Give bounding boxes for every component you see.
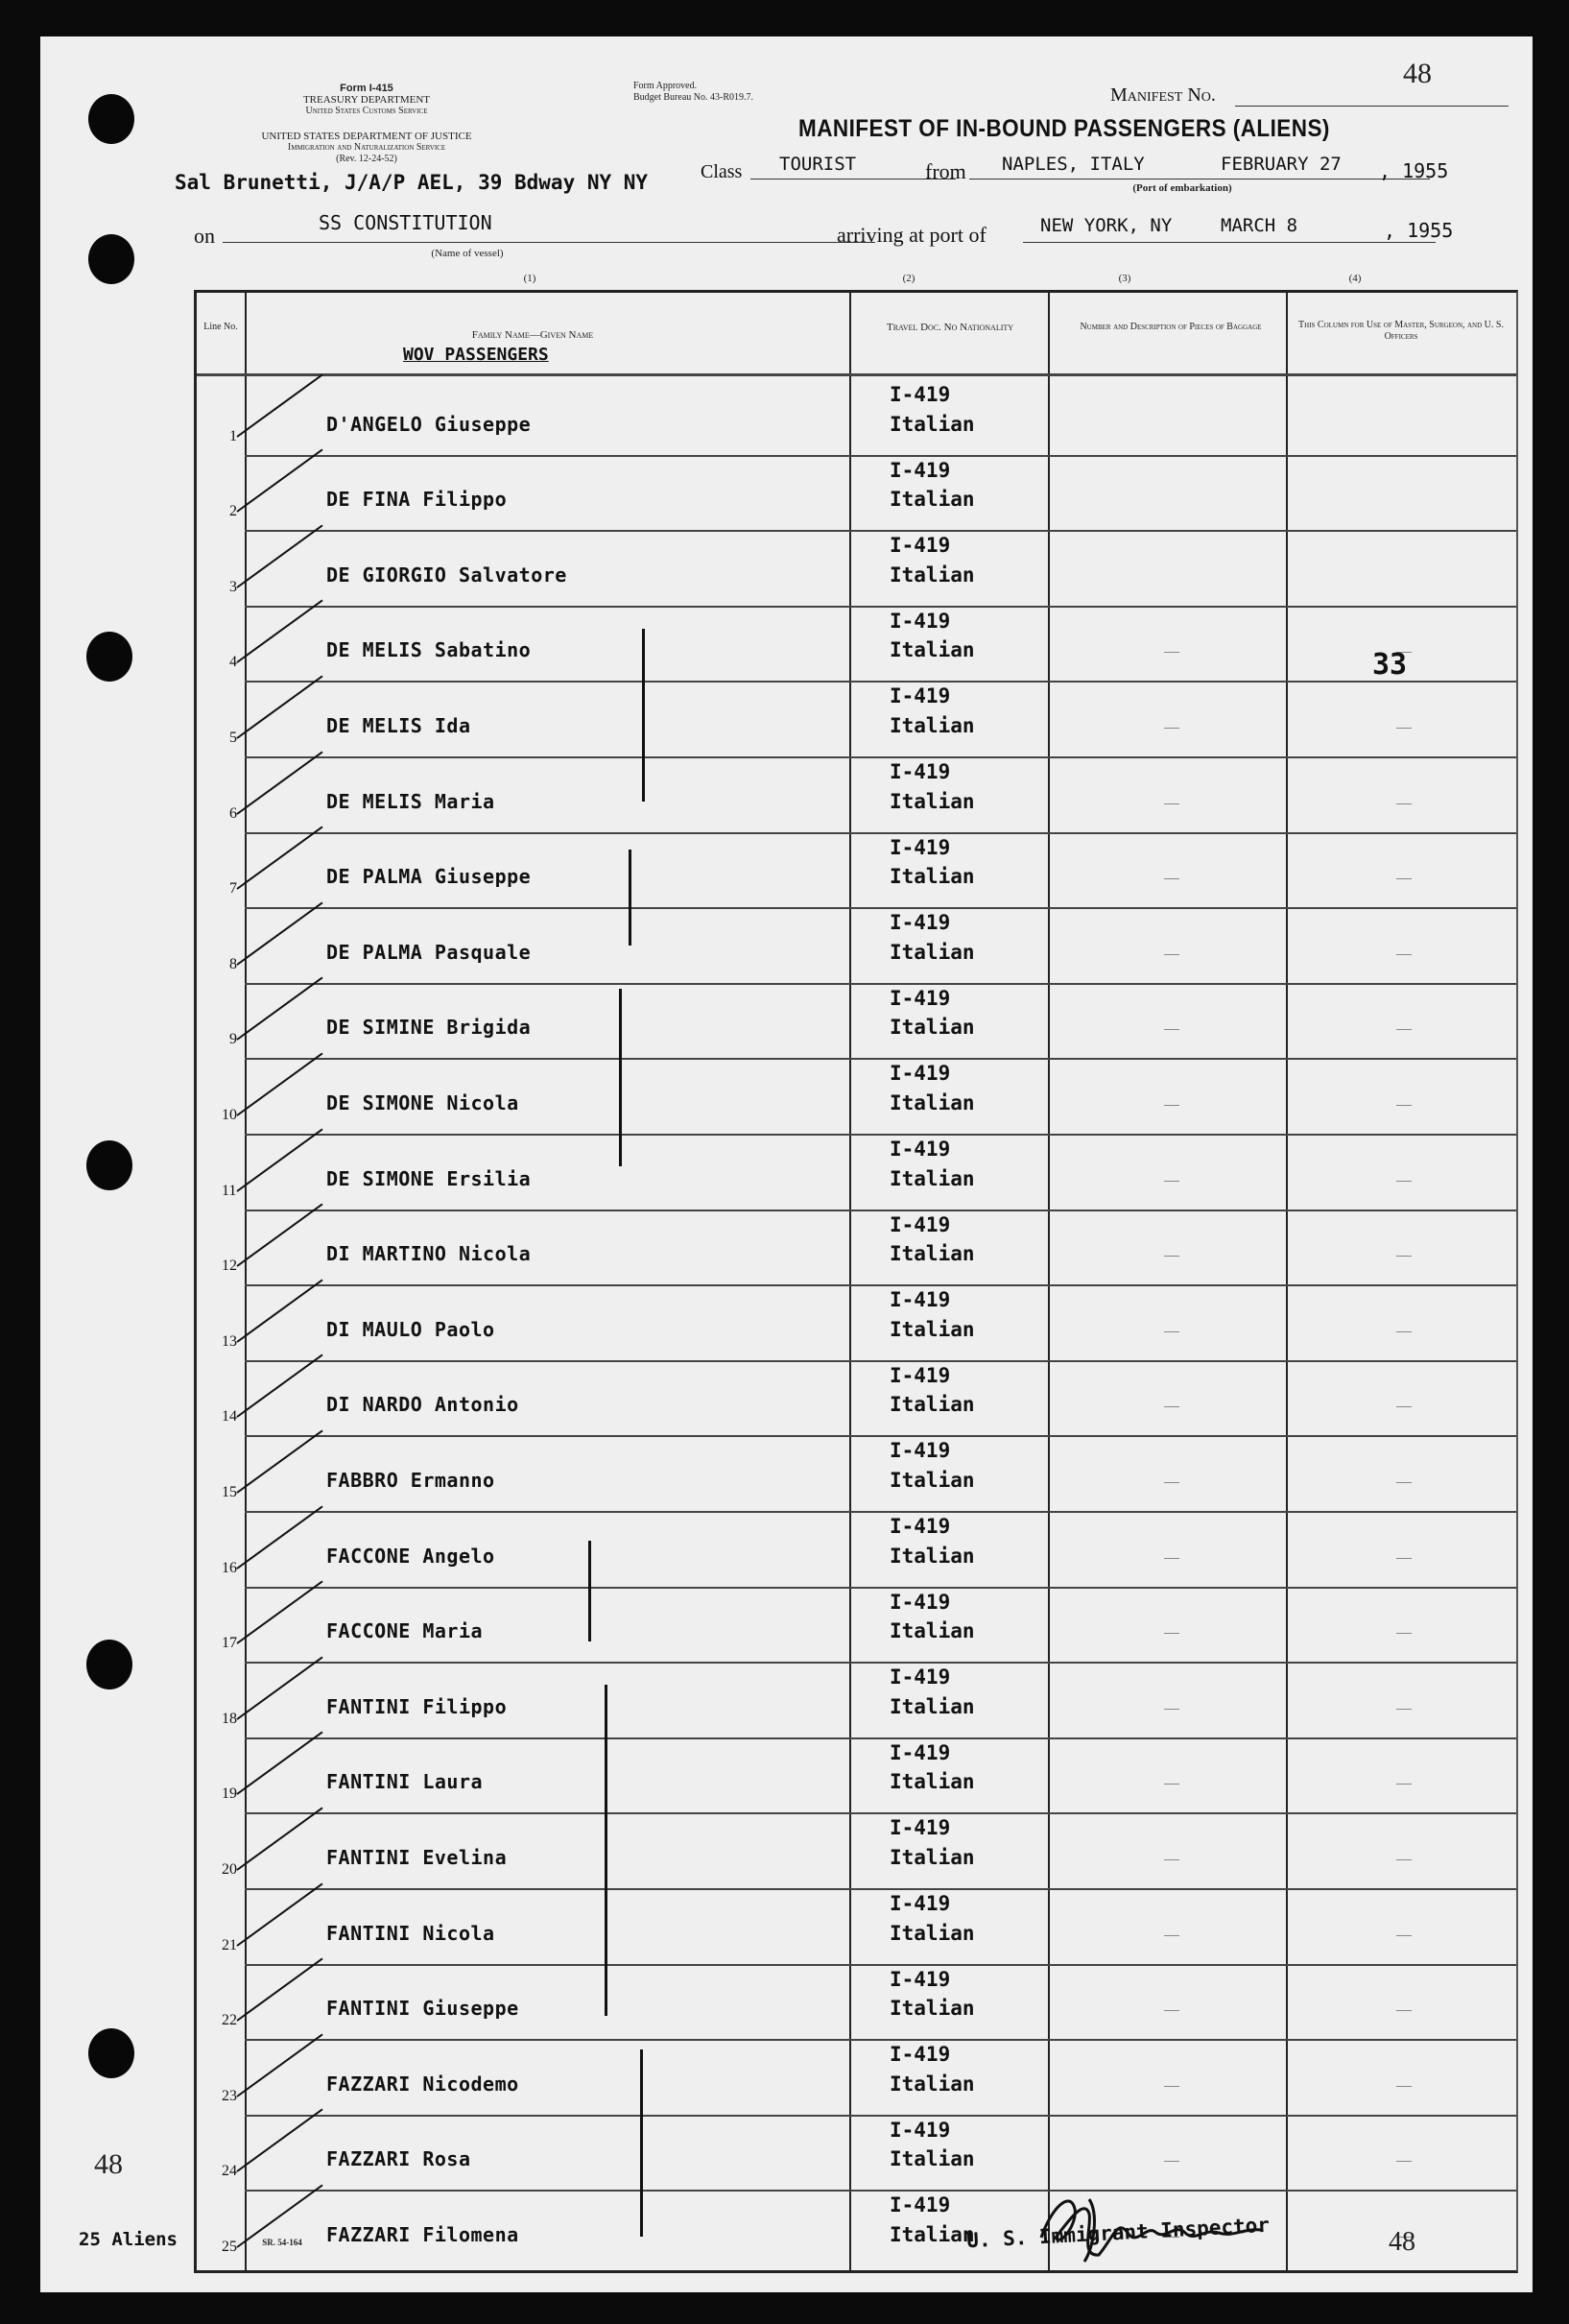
line-number: 25 <box>222 2238 237 2255</box>
arrival-date: MARCH 8 <box>1221 215 1298 236</box>
nationality: Italian <box>890 2147 975 2171</box>
officer-dash <box>1396 1784 1412 1785</box>
travel-doc-no: I-419 <box>890 458 951 482</box>
travel-doc-no: I-419 <box>890 1288 951 1312</box>
nationality: Italian <box>890 940 975 964</box>
check-mark <box>236 1882 322 1946</box>
travel-doc-no: I-419 <box>890 684 951 708</box>
passenger-name: DE MELIS Sabatino <box>326 638 532 662</box>
travel-doc-no: I-419 <box>890 911 951 935</box>
family-name-header: Family Name—Given Name <box>471 329 594 341</box>
line-number: 4 <box>229 654 237 671</box>
section-label: WOV PASSENGERS <box>403 345 549 365</box>
col-num-1: (1) <box>523 273 536 284</box>
line-number: 6 <box>229 804 237 822</box>
check-mark <box>236 1053 322 1116</box>
line-number: 15 <box>222 1483 237 1500</box>
aliens-count: 25 Aliens <box>79 2229 178 2250</box>
nationality: Italian <box>890 1921 975 1945</box>
travel-doc-no: I-419 <box>890 1967 951 1991</box>
officer-dash <box>1396 803 1412 804</box>
officer-dash <box>1396 1935 1412 1936</box>
line-number: 16 <box>222 1559 237 1576</box>
line-number: 18 <box>222 1710 237 1727</box>
passenger-name: DI MARTINO Nicola <box>326 1242 532 1266</box>
travel-doc-no: I-419 <box>890 835 951 859</box>
table-row <box>197 1134 1516 1210</box>
baggage-dash <box>1164 2010 1179 2011</box>
travel-doc-no: I-419 <box>890 986 951 1010</box>
table-row <box>197 1435 1516 1511</box>
doj-header <box>199 131 535 165</box>
officer-dash <box>1396 1709 1412 1710</box>
ins-label: Immigration and Naturalization Service <box>287 142 446 153</box>
nationality: Italian <box>890 2072 975 2096</box>
officer-dash <box>1396 1029 1412 1030</box>
passenger-name: FANTINI Laura <box>326 1770 484 1794</box>
manifest-page <box>40 36 1533 2292</box>
binder-hole <box>88 94 134 144</box>
travel-doc-no: I-419 <box>890 1816 951 1840</box>
travel-doc-no: I-419 <box>890 1740 951 1764</box>
port-embark-caption: (Port of embarkation) <box>1132 182 1232 194</box>
form-approved: Form Approved. <box>633 81 698 91</box>
travel-doc-no: I-419 <box>890 2043 951 2067</box>
agent-line: Sal Brunetti, J/A/P AEL, 39 Bdway NY NY <box>175 171 649 194</box>
treasury-department: TREASURY DEPARTMENT <box>302 94 431 106</box>
table-row <box>197 606 1516 682</box>
officers-header: This Column for Use of Master, Surgeon, and U. S. Officers <box>1298 320 1504 342</box>
arrival-port: NEW YORK, NY <box>1040 215 1173 236</box>
col-num-3: (3) <box>1118 273 1131 284</box>
line-number: 21 <box>222 1936 237 1953</box>
travel-doc-no: I-419 <box>890 1665 951 1689</box>
nationality: Italian <box>890 1090 975 1114</box>
officer-dash <box>1396 2086 1412 2087</box>
table-row <box>197 1888 1516 1964</box>
line-number: 19 <box>222 1785 237 1803</box>
footer-number-right: 48 <box>1389 2227 1415 2257</box>
table-row <box>197 1964 1516 2040</box>
table-row <box>197 455 1516 531</box>
manifest-no: 48 <box>1403 58 1432 89</box>
travel-doc-no: I-419 <box>890 383 951 406</box>
table-row <box>197 2039 1516 2115</box>
baggage-dash <box>1164 1406 1179 1407</box>
baggage-dash <box>1164 2161 1179 2162</box>
officer-dash <box>1396 2161 1412 2162</box>
check-mark <box>236 1354 322 1418</box>
baggage-dash <box>1164 954 1179 955</box>
baggage-header: Number and Description of Pieces of Baggage <box>1080 322 1262 332</box>
line-number: 7 <box>229 880 237 898</box>
from-label: from <box>925 159 966 183</box>
officer-dash <box>1396 728 1412 729</box>
vessel-caption: (Name of vessel) <box>431 248 504 259</box>
binder-hole <box>86 632 132 682</box>
binder-hole <box>88 234 134 284</box>
passenger-name: FAZZARI Rosa <box>326 2147 471 2171</box>
baggage-dash <box>1164 652 1179 653</box>
travel-doc-header: Travel Doc. No Nationality <box>886 322 1014 333</box>
officer-dash <box>1396 1256 1412 1257</box>
line-number: 10 <box>222 1106 237 1123</box>
check-mark <box>236 1430 322 1494</box>
arriving-label: arriving at port of <box>837 223 987 247</box>
officer-dash <box>1396 1406 1412 1407</box>
line-number: 20 <box>222 1860 237 1878</box>
travel-doc-no: I-419 <box>890 609 951 633</box>
form-code: SR. 54-164 <box>262 2238 302 2247</box>
check-mark <box>236 2109 322 2172</box>
travel-doc-no: I-419 <box>890 1363 951 1387</box>
travel-doc-no: I-419 <box>890 760 951 783</box>
class-value: TOURIST <box>779 154 857 175</box>
officer-dash <box>1396 1331 1412 1332</box>
nationality: Italian <box>890 488 975 512</box>
check-mark <box>236 1958 322 2022</box>
officer-dash <box>1396 1633 1412 1634</box>
embark-year: , 1955 <box>1379 159 1449 182</box>
passenger-name: FACCONE Maria <box>326 1619 484 1643</box>
baggage-dash <box>1164 1256 1179 1257</box>
officer-dash <box>1396 1181 1412 1182</box>
binder-hole <box>86 1140 132 1190</box>
table-row <box>197 1284 1516 1360</box>
baggage-dash <box>1164 1482 1179 1483</box>
table-row <box>197 832 1516 908</box>
check-mark <box>236 827 322 890</box>
table-row <box>197 1360 1516 1436</box>
form-approval <box>633 81 787 104</box>
nationality: Italian <box>890 1544 975 1568</box>
passenger-name: DE SIMONE Ersilia <box>326 1166 532 1190</box>
line-number: 11 <box>222 1182 237 1199</box>
passenger-name: DE GIORGIO Salvatore <box>326 563 567 587</box>
baggage-dash <box>1164 1331 1179 1332</box>
manifest-title: MANIFEST OF IN-BOUND PASSENGERS (ALIENS) <box>798 115 1330 142</box>
passenger-name: DE SIMONE Nicola <box>326 1090 519 1114</box>
line-number: 24 <box>222 2163 237 2180</box>
check-mark <box>236 449 322 513</box>
nationality: Italian <box>890 865 975 889</box>
check-mark <box>236 2033 322 2096</box>
line-number: 13 <box>222 1332 237 1350</box>
officer-dash <box>1396 2010 1412 2011</box>
passenger-name: DI NARDO Antonio <box>326 1393 519 1417</box>
passenger-name: DI MAULO Paolo <box>326 1317 495 1341</box>
nationality: Italian <box>890 638 975 662</box>
officer-dash <box>1396 1482 1412 1483</box>
line-number: 9 <box>229 1031 237 1048</box>
baggage-dash <box>1164 728 1179 729</box>
nationality: Italian <box>890 1770 975 1794</box>
nationality: Italian <box>890 412 975 436</box>
table-row <box>197 907 1516 983</box>
line-number: 17 <box>222 1635 237 1652</box>
table-row <box>197 2190 1516 2265</box>
baggage-dash <box>1164 1633 1179 1634</box>
line-number: 5 <box>229 729 237 746</box>
nationality: Italian <box>890 1694 975 1718</box>
from-value: NAPLES, ITALY <box>1002 154 1145 175</box>
table-row <box>197 1737 1516 1813</box>
baggage-dash <box>1164 803 1179 804</box>
vessel-name: SS CONSTITUTION <box>319 211 492 234</box>
passenger-name: FANTINI Nicola <box>326 1921 495 1945</box>
table-row <box>197 681 1516 756</box>
nationality: Italian <box>890 1016 975 1040</box>
embark-date: FEBRUARY 27 <box>1221 154 1342 175</box>
nationality: Italian <box>890 563 975 587</box>
check-mark <box>236 751 322 814</box>
check-mark <box>236 977 322 1041</box>
check-mark <box>236 901 322 965</box>
binder-hole <box>88 2028 134 2078</box>
nationality: Italian <box>890 1997 975 2021</box>
revision: (Rev. 12-24-52) <box>336 154 397 164</box>
budget-bureau: Budget Bureau No. 43-R019.7. <box>633 92 753 103</box>
check-mark <box>236 524 322 587</box>
nationality: Italian <box>890 1166 975 1190</box>
baggage-dash <box>1164 1558 1179 1559</box>
check-mark <box>236 373 322 437</box>
line-number: 23 <box>222 2087 237 2104</box>
table-row <box>197 1210 1516 1285</box>
baggage-dash <box>1164 878 1179 879</box>
table-row <box>197 1587 1516 1663</box>
on-label: on <box>194 224 215 248</box>
line-number: 3 <box>229 578 237 595</box>
line-no-header: Line No. <box>203 322 238 332</box>
footer-number-left: 48 <box>94 2148 123 2180</box>
travel-doc-no: I-419 <box>890 1515 951 1538</box>
col-num-4: (4) <box>1348 273 1362 284</box>
passenger-name: FABBRO Ermanno <box>326 1468 495 1492</box>
check-mark <box>236 1656 322 1719</box>
check-mark <box>236 1581 322 1644</box>
officer-mark: 33 <box>1372 648 1408 682</box>
officer-dash <box>1396 878 1412 879</box>
binder-hole <box>86 1640 132 1689</box>
form-number: Form I-415 <box>340 83 393 94</box>
passenger-name: D'ANGELO Giuseppe <box>326 412 532 436</box>
passenger-name: DE SIMINE Brigida <box>326 1016 532 1040</box>
officer-dash <box>1396 954 1412 955</box>
line-number: 14 <box>222 1408 237 1426</box>
nationality: Italian <box>890 789 975 813</box>
nationality: Italian <box>890 1242 975 1266</box>
passenger-name: DE PALMA Giuseppe <box>326 865 532 889</box>
line-number: 22 <box>222 2012 237 2029</box>
passenger-name: FANTINI Evelina <box>326 1845 508 1869</box>
passenger-name: DE FINA Filippo <box>326 488 508 512</box>
customs-service: United States Customs Service <box>305 106 428 116</box>
check-mark <box>236 600 322 663</box>
passenger-name: FACCONE Angelo <box>326 1544 495 1568</box>
check-mark <box>236 1808 322 1871</box>
table-row <box>197 1058 1516 1134</box>
passenger-name: DE MELIS Ida <box>326 713 471 737</box>
baggage-dash <box>1164 1784 1179 1785</box>
officer-dash <box>1396 1859 1412 1860</box>
line-number: 12 <box>222 1258 237 1275</box>
officer-dash <box>1396 1558 1412 1559</box>
passenger-name: FAZZARI Nicodemo <box>326 2072 519 2096</box>
class-label: Class <box>701 161 743 182</box>
travel-doc-no: I-419 <box>890 1138 951 1161</box>
nationality: Italian <box>890 1393 975 1417</box>
check-mark <box>236 1505 322 1569</box>
baggage-dash <box>1164 1859 1179 1860</box>
travel-doc-no: I-419 <box>890 1062 951 1086</box>
baggage-dash <box>1164 1029 1179 1030</box>
line-number: 8 <box>229 955 237 972</box>
officer-dash <box>1396 1105 1412 1106</box>
baggage-dash <box>1164 1935 1179 1936</box>
table-row <box>197 2115 1516 2191</box>
passenger-name: DE MELIS Maria <box>326 789 495 813</box>
nationality: Italian <box>890 2222 975 2246</box>
manifest-no-label: Manifest No. <box>1110 84 1216 106</box>
table-row <box>197 379 1516 455</box>
form-header-left <box>232 83 501 117</box>
passenger-table <box>194 290 1518 2273</box>
passenger-name: FANTINI Giuseppe <box>326 1997 519 2021</box>
check-mark <box>236 1128 322 1191</box>
check-mark <box>236 676 322 739</box>
arrival-year: , 1955 <box>1384 219 1454 242</box>
passenger-name: FANTINI Filippo <box>326 1694 508 1718</box>
nationality: Italian <box>890 1619 975 1643</box>
table-row <box>197 983 1516 1059</box>
travel-doc-no: I-419 <box>890 1439 951 1463</box>
table-row <box>197 1812 1516 1888</box>
table-row <box>197 1511 1516 1587</box>
nationality: Italian <box>890 713 975 737</box>
travel-doc-no: I-419 <box>890 2118 951 2142</box>
table-row <box>197 530 1516 606</box>
nationality: Italian <box>890 1845 975 1869</box>
travel-doc-no: I-419 <box>890 1892 951 1915</box>
passenger-name: DE PALMA Pasquale <box>326 940 532 964</box>
doj-label: UNITED STATES DEPARTMENT OF JUSTICE <box>261 131 472 142</box>
baggage-dash <box>1164 2086 1179 2087</box>
travel-doc-no: I-419 <box>890 2193 951 2217</box>
nationality: Italian <box>890 1468 975 1492</box>
col-num-2: (2) <box>902 273 915 284</box>
check-mark <box>236 1732 322 1795</box>
nationality: Italian <box>890 1317 975 1341</box>
baggage-dash <box>1164 1709 1179 1710</box>
table-row <box>197 756 1516 832</box>
baggage-dash <box>1164 1105 1179 1106</box>
baggage-dash <box>1164 1181 1179 1182</box>
table-row <box>197 1662 1516 1737</box>
line-number: 1 <box>229 427 237 444</box>
check-mark <box>236 1204 322 1267</box>
passenger-name: FAZZARI Filomena <box>326 2222 519 2246</box>
travel-doc-no: I-419 <box>890 1590 951 1614</box>
travel-doc-no: I-419 <box>890 534 951 558</box>
travel-doc-no: I-419 <box>890 1212 951 1236</box>
check-mark <box>236 1279 322 1342</box>
line-number: 2 <box>229 503 237 520</box>
inspector-caption: U. S. Immigrant Inspector <box>965 2213 1271 2253</box>
